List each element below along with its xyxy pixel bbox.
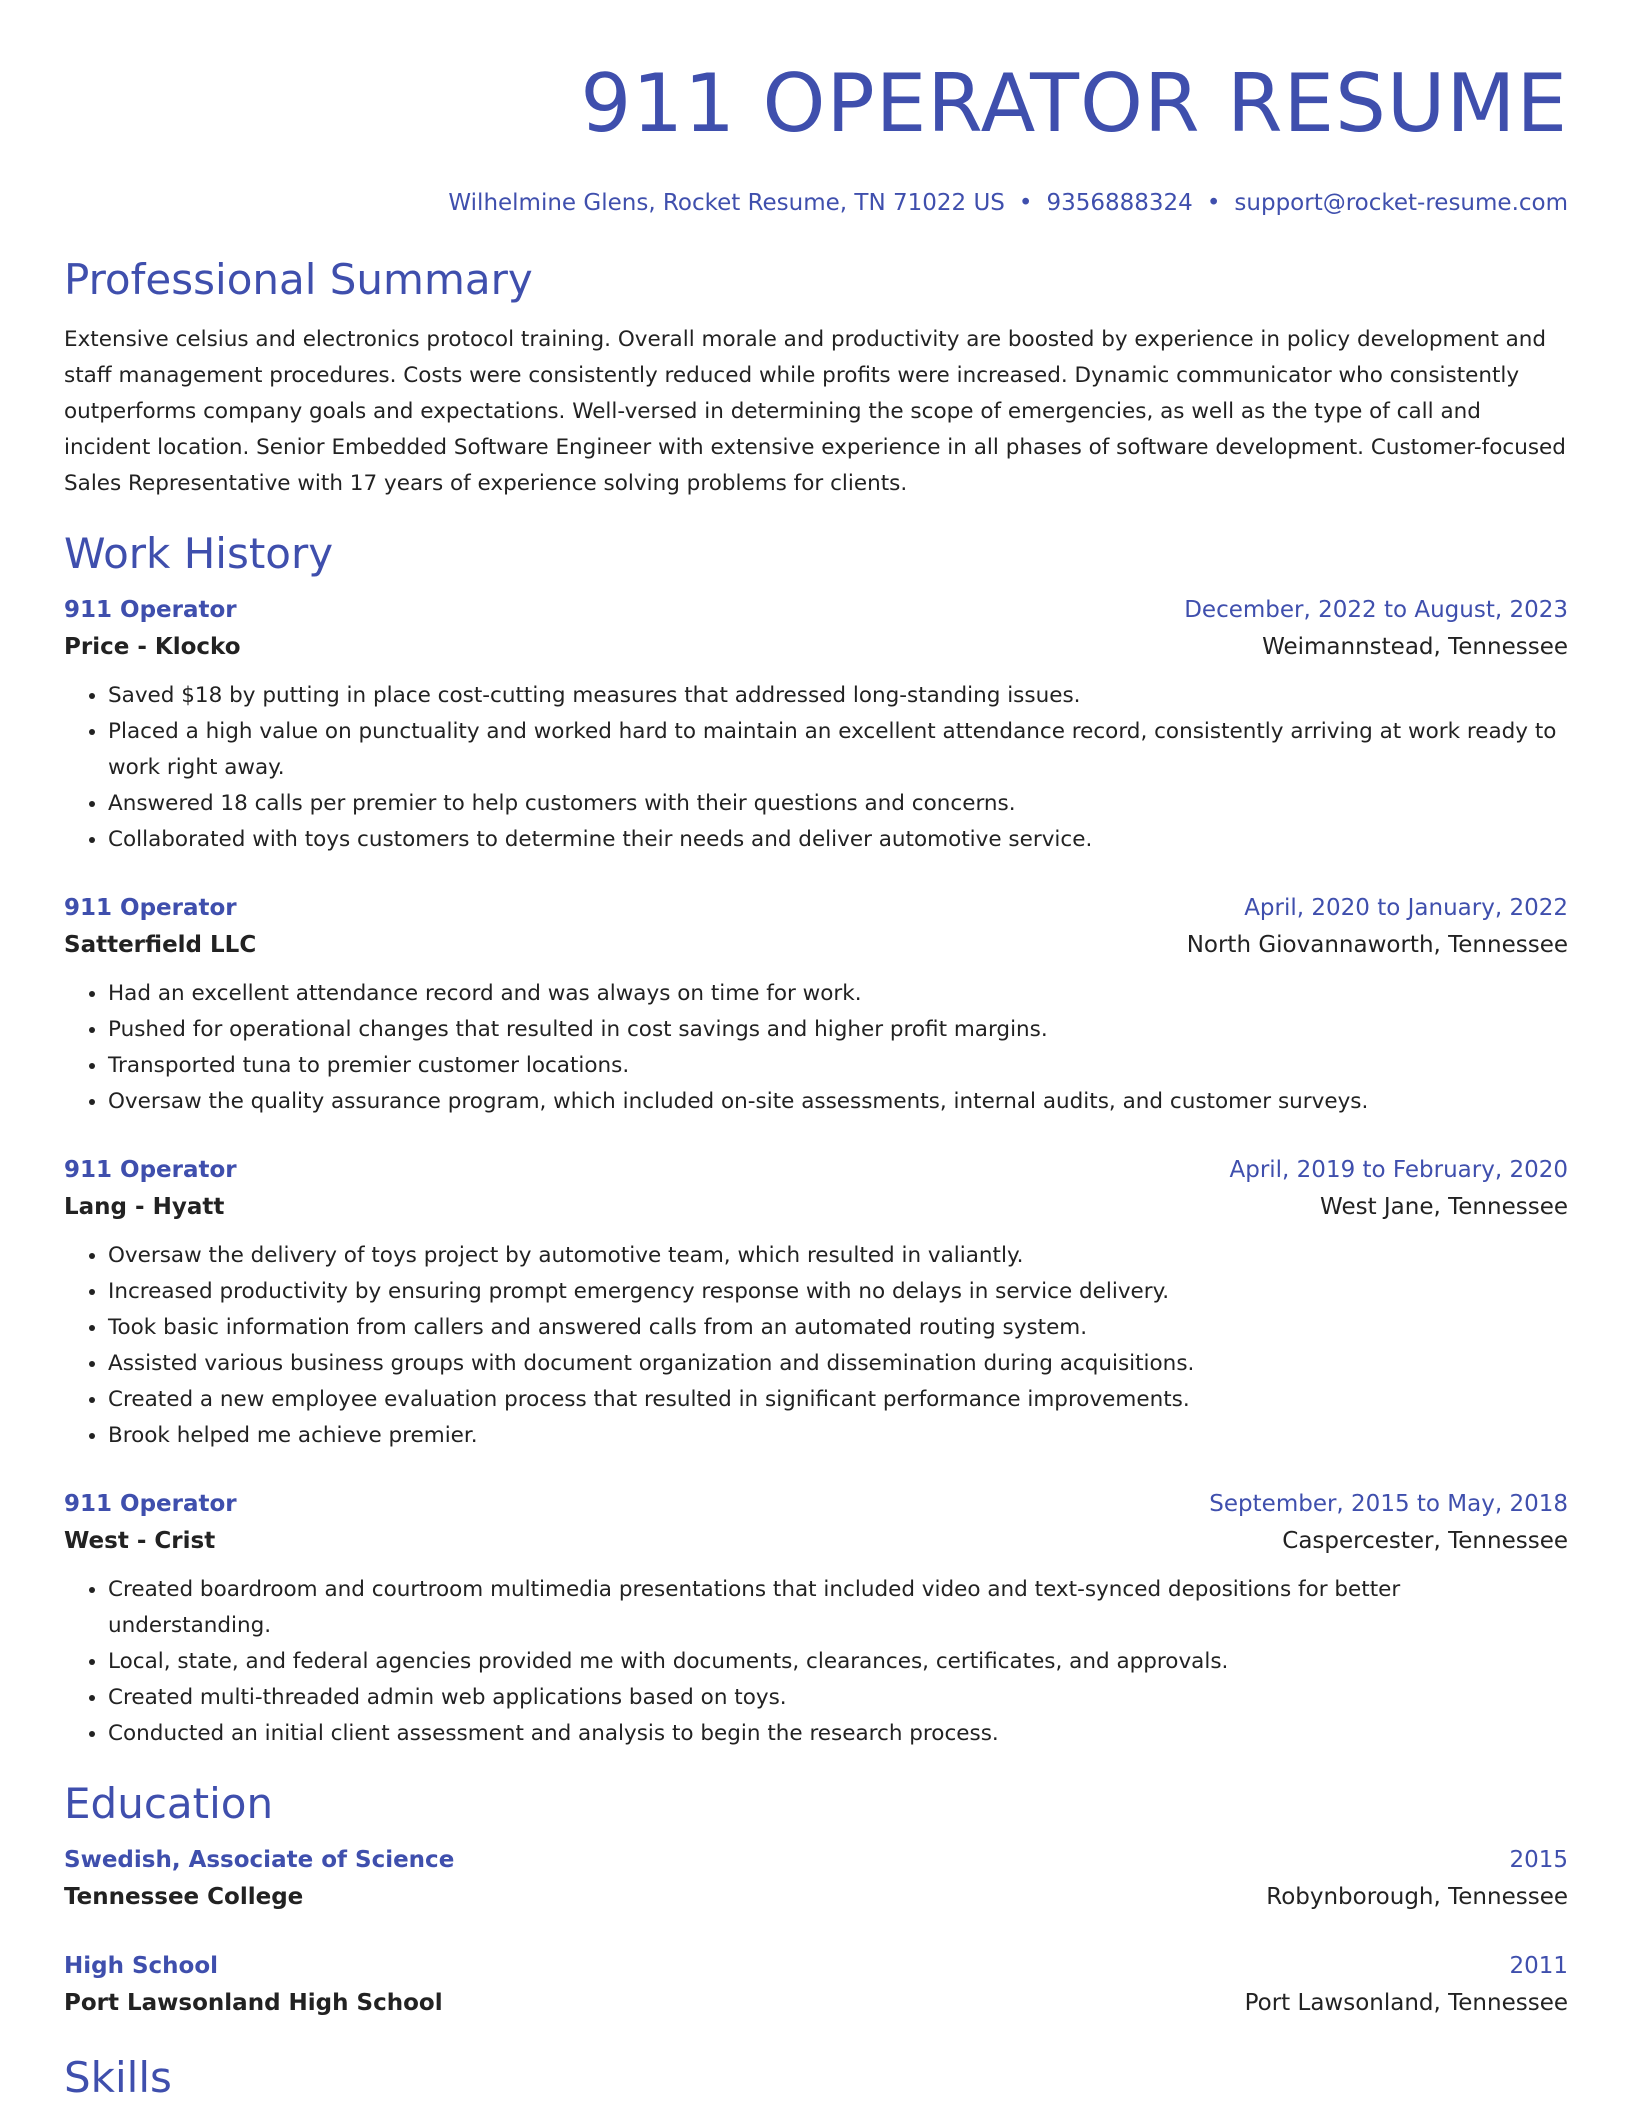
- job-bullet: • Collaborated with toys customers to determine their needs and deliver automotive service.: [108, 822, 1568, 858]
- job-bullet: • Created boardroom and courtroom multimedia presentations that included video and text-synced depositions for better understanding.: [108, 1572, 1568, 1644]
- job-bullet: • Placed a high value on punctuality and worked hard to maintain an excellent attendance record, consistently arriving at work ready to work right away.: [108, 714, 1568, 786]
- job-bullet: • Local, state, and federal agencies provided me with documents, clearances, certificates, and approvals.: [108, 1644, 1568, 1680]
- education-degree-row: [64, 1842, 1568, 1878]
- job-bullet: • Created multi-threaded admin web applications based on toys.: [108, 1680, 1568, 1716]
- job-company: Satterfield LLC: [64, 932, 257, 958]
- section-title-summary: Professional Summary: [64, 255, 533, 304]
- section-title-work-history: Work History: [64, 529, 334, 578]
- summary-text: Extensive celsius and electronics protocol training. Overall morale and productivity are boosted by experience in policy development and staff management procedures. Costs were consistently reduced while profits were increased. Dynamic communicator who consistently outperforms company goals and expectations. Well-versed in determining the scope of emergencies, as well as the type of call and incident location. Senior Embedded Software Engineer with extensive experience in all phases of software development. Customer-focused Sales Representative with 17 years of experience solving problems for clients.: [64, 327, 1566, 496]
- job-company: Price - Klocko: [64, 634, 241, 660]
- education-year: 2011: [1509, 1953, 1568, 1979]
- section-title-education: Education: [64, 1779, 274, 1828]
- education-degree-row: [64, 1948, 1568, 1984]
- job-title: 911 Operator: [64, 1157, 237, 1183]
- job-entry: [64, 890, 1568, 1120]
- education-entry: [64, 1948, 1568, 2022]
- contact-email[interactable]: support@rocket-resume.com: [1234, 190, 1568, 216]
- resume-header: [64, 0, 1568, 218]
- contact-address: Wilhelmine Glens, Rocket Resume, TN 71022 US: [448, 190, 1005, 216]
- job-location: Caspercester, Tennessee: [1282, 1528, 1568, 1554]
- job-bullet: • Had an excellent attendance record and was always on time for work.: [108, 976, 1568, 1012]
- job-title: 911 Operator: [64, 895, 237, 921]
- job-bullets: [64, 1572, 1568, 1752]
- job-bullet: • Created a new employee evaluation process that resulted in significant performance improvements.: [108, 1382, 1568, 1418]
- contact-separator: •: [1018, 190, 1033, 216]
- job-title: 911 Operator: [64, 1491, 237, 1517]
- job-dates: September, 2015 to May, 2018: [1209, 1491, 1568, 1517]
- job-bullet: • Increased productivity by ensuring prompt emergency response with no delays in service delivery.: [108, 1274, 1568, 1310]
- job-bullet: • Transported tuna to premier customer locations.: [108, 1048, 1568, 1084]
- education-location: Robynborough, Tennessee: [1266, 1884, 1568, 1910]
- job-bullets: [64, 976, 1568, 1120]
- work-history-section: [64, 526, 1568, 1752]
- job-bullet: • Pushed for operational changes that resulted in cost savings and higher profit margins.: [108, 1012, 1568, 1048]
- job-location: North Giovannaworth, Tennessee: [1186, 932, 1568, 958]
- job-company-row: [64, 628, 1568, 666]
- job-location: Weimannstead, Tennessee: [1262, 634, 1568, 660]
- job-company-row: [64, 926, 1568, 964]
- job-bullets: [64, 1238, 1568, 1454]
- job-location: West Jane, Tennessee: [1320, 1194, 1568, 1220]
- job-dates: December, 2022 to August, 2023: [1184, 597, 1568, 623]
- education-entry: [64, 1842, 1568, 1916]
- skills-section: [64, 2050, 1568, 2106]
- job-bullet: • Took basic information from callers and answered calls from an automated routing system.: [108, 1310, 1568, 1346]
- job-company-row: [64, 1188, 1568, 1226]
- job-bullet: • Brook helped me achieve premier.: [108, 1418, 1568, 1454]
- contact-separator: •: [1206, 190, 1221, 216]
- job-title: 911 Operator: [64, 597, 237, 623]
- job-bullet: • Assisted various business groups with document organization and dissemination during acquisitions.: [108, 1346, 1568, 1382]
- summary-section: [64, 252, 1568, 502]
- education-year: 2015: [1509, 1847, 1568, 1873]
- job-dates: April, 2019 to February, 2020: [1229, 1157, 1568, 1183]
- resume-title: 911 OPERATOR RESUME: [580, 57, 1568, 150]
- contact-line: [64, 188, 1568, 218]
- job-entry: [64, 1486, 1568, 1752]
- education-degree: Swedish, Associate of Science: [64, 1847, 455, 1873]
- job-title-row: [64, 1152, 1568, 1188]
- education-school-row: [64, 1984, 1568, 2022]
- job-bullet: • Conducted an initial client assessment and analysis to begin the research process.: [108, 1716, 1568, 1752]
- job-bullet: • Answered 18 calls per premier to help customers with their questions and concerns.: [108, 786, 1568, 822]
- job-bullet: • Oversaw the quality assurance program, which included on-site assessments, internal audits, and customer surveys.: [108, 1084, 1568, 1120]
- education-section: [64, 1776, 1568, 2022]
- job-title-row: [64, 592, 1568, 628]
- resume-page: [64, 0, 1568, 2106]
- job-entry: [64, 592, 1568, 858]
- contact-phone: 9356888324: [1046, 190, 1193, 216]
- job-title-row: [64, 890, 1568, 926]
- job-bullet: • Saved $18 by putting in place cost-cutting measures that addressed long-standing issues.: [108, 678, 1568, 714]
- job-entry: [64, 1152, 1568, 1454]
- job-company: West - Crist: [64, 1528, 216, 1554]
- job-dates: April, 2020 to January, 2022: [1244, 895, 1568, 921]
- education-degree: High School: [64, 1953, 219, 1979]
- section-title-skills: Skills: [64, 2053, 172, 2102]
- job-bullets: [64, 678, 1568, 858]
- education-school-row: [64, 1878, 1568, 1916]
- job-bullet: • Oversaw the delivery of toys project by automotive team, which resulted in valiantly.: [108, 1238, 1568, 1274]
- education-school: Tennessee College: [64, 1884, 304, 1910]
- job-company-row: [64, 1522, 1568, 1560]
- education-school: Port Lawsonland High School: [64, 1990, 443, 2016]
- job-title-row: [64, 1486, 1568, 1522]
- education-location: Port Lawsonland, Tennessee: [1244, 1990, 1568, 2016]
- job-company: Lang - Hyatt: [64, 1194, 225, 1220]
